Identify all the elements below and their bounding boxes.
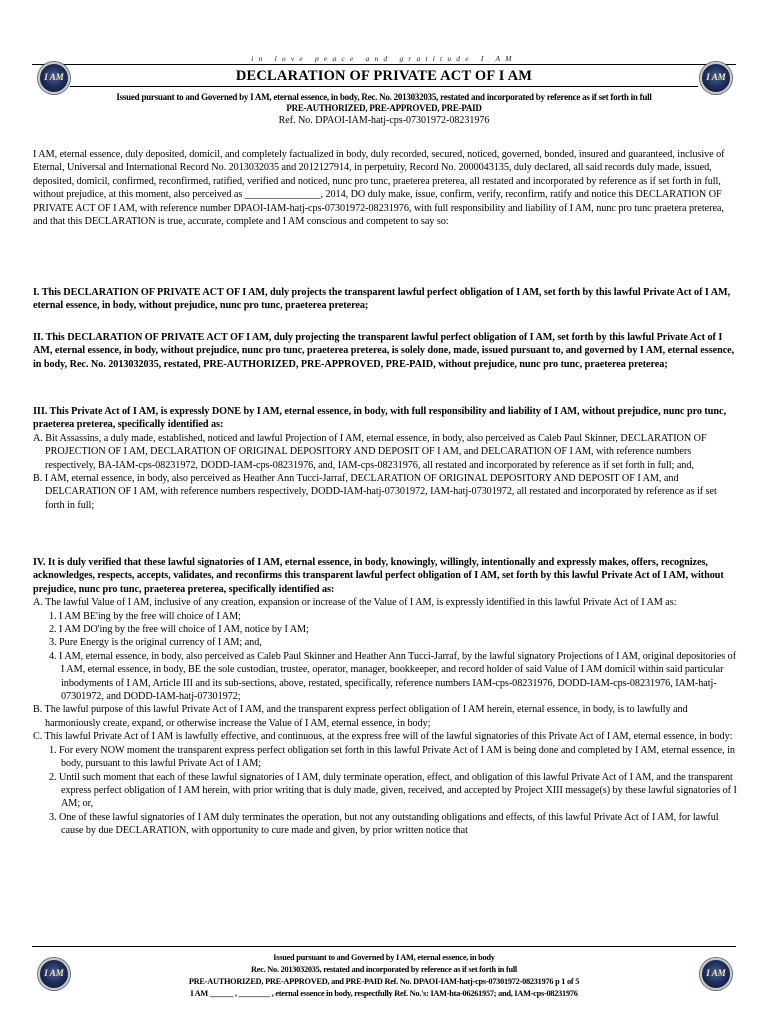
section-4-item-c3: 3. One of these lawful signatories of I AM duly terminates the operation, but not any outstanding obligations and effects, of this lawful Private Act of I AM, for lawful cause by due DECLARATION, with opportunity to cure made and given, by prior written notice that	[49, 811, 719, 837]
section-3-item-a: A. Bit Assassins, a duly made, established, noticed and lawful Projection of I AM, eternal essence, in body, also perceived as Caleb Paul Skinner, DECLARATION OF PROJECTION OF I AM, DECLARATION OF ORIGINAL DEPOSITORY AND DEPOSIT OF I AM, and DELCARATION OF I AM, with reference numbers respectively, BA-IAM-cps-08231972, DODD-IAM-cps-08231976, and, IAM-cps-08231976, all restated and incorporated by reference as if set forth in full; and,	[33, 432, 707, 471]
section-4-item-a: A. The lawful Value of I AM, inclusive of any creation, expansion or increase of the Value of I AM, is expressly identified in this lawful Private Act of I AM as:	[33, 597, 677, 609]
section-4-item-a2: 2. I AM DO'ing by the free will choice of I AM, notice by I AM;	[49, 624, 309, 636]
footer-line-3: PRE-AUTHORIZED, PRE-APPROVED, and PRE-PAID Ref. No. DPAOI-IAM-hatj-cps-07301972-08231976 p 1 of 5	[188, 977, 580, 986]
title-rule	[70, 86, 698, 87]
section-4-item-a3: 3. Pure Energy is the original currency of I AM; and,	[49, 637, 262, 649]
section-3-item-b: B. I AM, eternal essence, in body, also perceived as Heather Ann Tucci-Jarraf, DECLARATION OF ORIGINAL DEPOSITORY AND DEPOSIT OF I AM, and DELCARATION OF I AM, with reference numbers respectively, DODD-IAM-hatj-07301972, IAM-hatj-07301972, all restated and incorporated by reference as if set forth in full;	[33, 473, 717, 511]
document-title: DECLARATION OF PRIVATE ACT OF I AM	[235, 68, 533, 84]
section-1: I. This DECLARATION OF PRIVATE ACT OF I AM, duly projects the transparent lawful perfect obligation of I AM, set forth by this lawful Private Act of I AM, eternal essence, in body, without prejudice, nunc pro tunc, praeterea preterea;	[33, 287, 731, 312]
section-3	[33, 405, 737, 512]
section-4-item-a4: 4. I AM, eternal essence, in body, also perceived as Caleb Paul Skinner and Heather Ann Tucci-Jarraf, by the lawful signatory Projections of I AM, original depositories of I AM, eternal essence, in body, BE the sole custodian, trustee, operator, manager, bookkeeper, and record holder of said Value of I AM domicil within said particular inbodyments of I AM, Article III and its sub-sections, above, restated, specifically, reference numbers IAM-cps-08231976, DODD-IAM-cps-08231976, IAM-hatj-07301972, and DODD-IAM-hatj-07301972;	[49, 650, 737, 703]
footer-line-4: I AM ______ , ________ , eternal essence in body, respectfully Ref. No.'s: IAM-hta-06261957; and, IAM-cps-08231976	[190, 989, 578, 998]
section-4-heading: IV. It is duly verified that these lawful signatories of I AM, eternal essence, in body, knowingly, willingly, intentionally and expressly makes, offers, recognizes, acknowledges, respects, accepts, validates, and reconfirms this transparent lawful perfect obligation of I AM, set forth by this lawful Private Act of I AM, without prejudice, nunc pro tunc, praeterea preterea, specifically identified as:	[33, 557, 724, 595]
footer-seal-left-icon: I AM	[38, 958, 70, 990]
section-4-item-a1: 1. I AM BE'ing by the free will choice of I AM;	[49, 610, 241, 622]
section-4-item-c1: 1. For every NOW moment the transparent express perfect obligation set forth in this lawful Private Act of I AM is being done and completed by I AM, eternal essence, in body, pursuant to this lawful Private Act of I AM;	[49, 744, 735, 770]
footer-line-1: Issued pursuant to and Governed by I AM, eternal essence, in body	[273, 953, 495, 962]
intro-paragraph: I AM, eternal essence, duly deposited, domicil, and completely factualized in body, duly recorded, secured, noticed, governed, bonded, insured and guaranteed, inclusive of Eternal, Universal and International Record No. 2013032035 and 2012127914, in perpetuity, Record No. 2000043135, duly declared, all said records duly made, issued, deposited, domicil, confirmed, reconfirmed, ratified, verified and noticed, nunc pro tunc, praeterea preterea, all restated and incorporated by reference as if set forth in full, without prejudice, at this moment, also perceived as _______________, 2014, DO duly make, issue, confirm, verify, reconfirm, ratify and notice this DECLARATION OF PRIVATE ACT OF I AM, with reference number DPAOI-IAM-hatj-cps-07301972-08231976, with full responsibility and liability of I AM, nunc pro tunc praetera preterea, and that this DECLARATION is true, accurate, complete and I AM conscious and competent to say so:	[33, 149, 725, 228]
motto: in love peace and gratitude I AM	[251, 54, 517, 63]
seal-right-icon: I AM	[700, 62, 732, 94]
header-top-rule	[32, 64, 736, 65]
footer-top-rule	[32, 946, 736, 947]
footer-line-2: Rec. No. 2013032035, restated and incorporated by reference as if set forth in full	[251, 965, 517, 974]
issued-line: Issued pursuant to and Governed by I AM, eternal essence, in body, Rec. No. 2013032035, restated and incorporated by reference as if set forth in full	[116, 92, 652, 102]
section-2: II. This DECLARATION OF PRIVATE ACT OF I AM, duly projecting the transparent lawful perfect obligation of I AM, set forth by this lawful Private Act of I AM, eternal essence, in body, without prejudice, nunc pro tunc, praeterea preterea, is solely done, made, issued pursuant to, and governed by I AM, eternal essence, in body, Rec. No. 2013032035, restated, PRE-AUTHORIZED, PRE-APPROVED, PRE-PAID, without prejudice, nunc pro tunc, praeterea preterea;	[33, 332, 735, 370]
section-4-item-c2: 2. Until such moment that each of these lawful signatories of I AM, duly terminate operation, effect, and obligation of this lawful Private Act of I AM, and the transparent express perfect obligation of I AM herein, with prior writing that is duly made, given, received, and accepted by Project XIII message(s) by these lawful signatories of I AM; or,	[49, 771, 737, 810]
section-4-item-c: C. This lawful Private Act of I AM is lawfully effective, and continuous, at the express free will of the lawful signatories of this Private Act of I AM, eternal essence, in body:	[33, 731, 733, 743]
section-3-heading: III. This Private Act of I AM, is expressly DONE by I AM, eternal essence, in body, with full responsibility and liability of I AM, without prejudice, nunc pro tunc, praeterea preterea, specifically identified as:	[33, 406, 726, 431]
section-4	[33, 556, 737, 838]
section-4-item-b: B. The lawful purpose of this lawful Private Act of I AM, and the transparent express perfect obligation of I AM herein, eternal essence, in body, is to lawfully and harmoniously create, expand, or otherwise increase the Value of I AM, eternal essence, in body;	[33, 704, 688, 729]
footer-seal-right-icon: I AM	[700, 958, 732, 990]
authorization-line: PRE-AUTHORIZED, PRE-APPROVED, PRE-PAID	[286, 103, 482, 113]
reference-number: Ref. No. DPAOI-IAM-hatj-cps-07301972-08231976	[278, 115, 490, 126]
seal-left-icon: I AM	[38, 62, 70, 94]
